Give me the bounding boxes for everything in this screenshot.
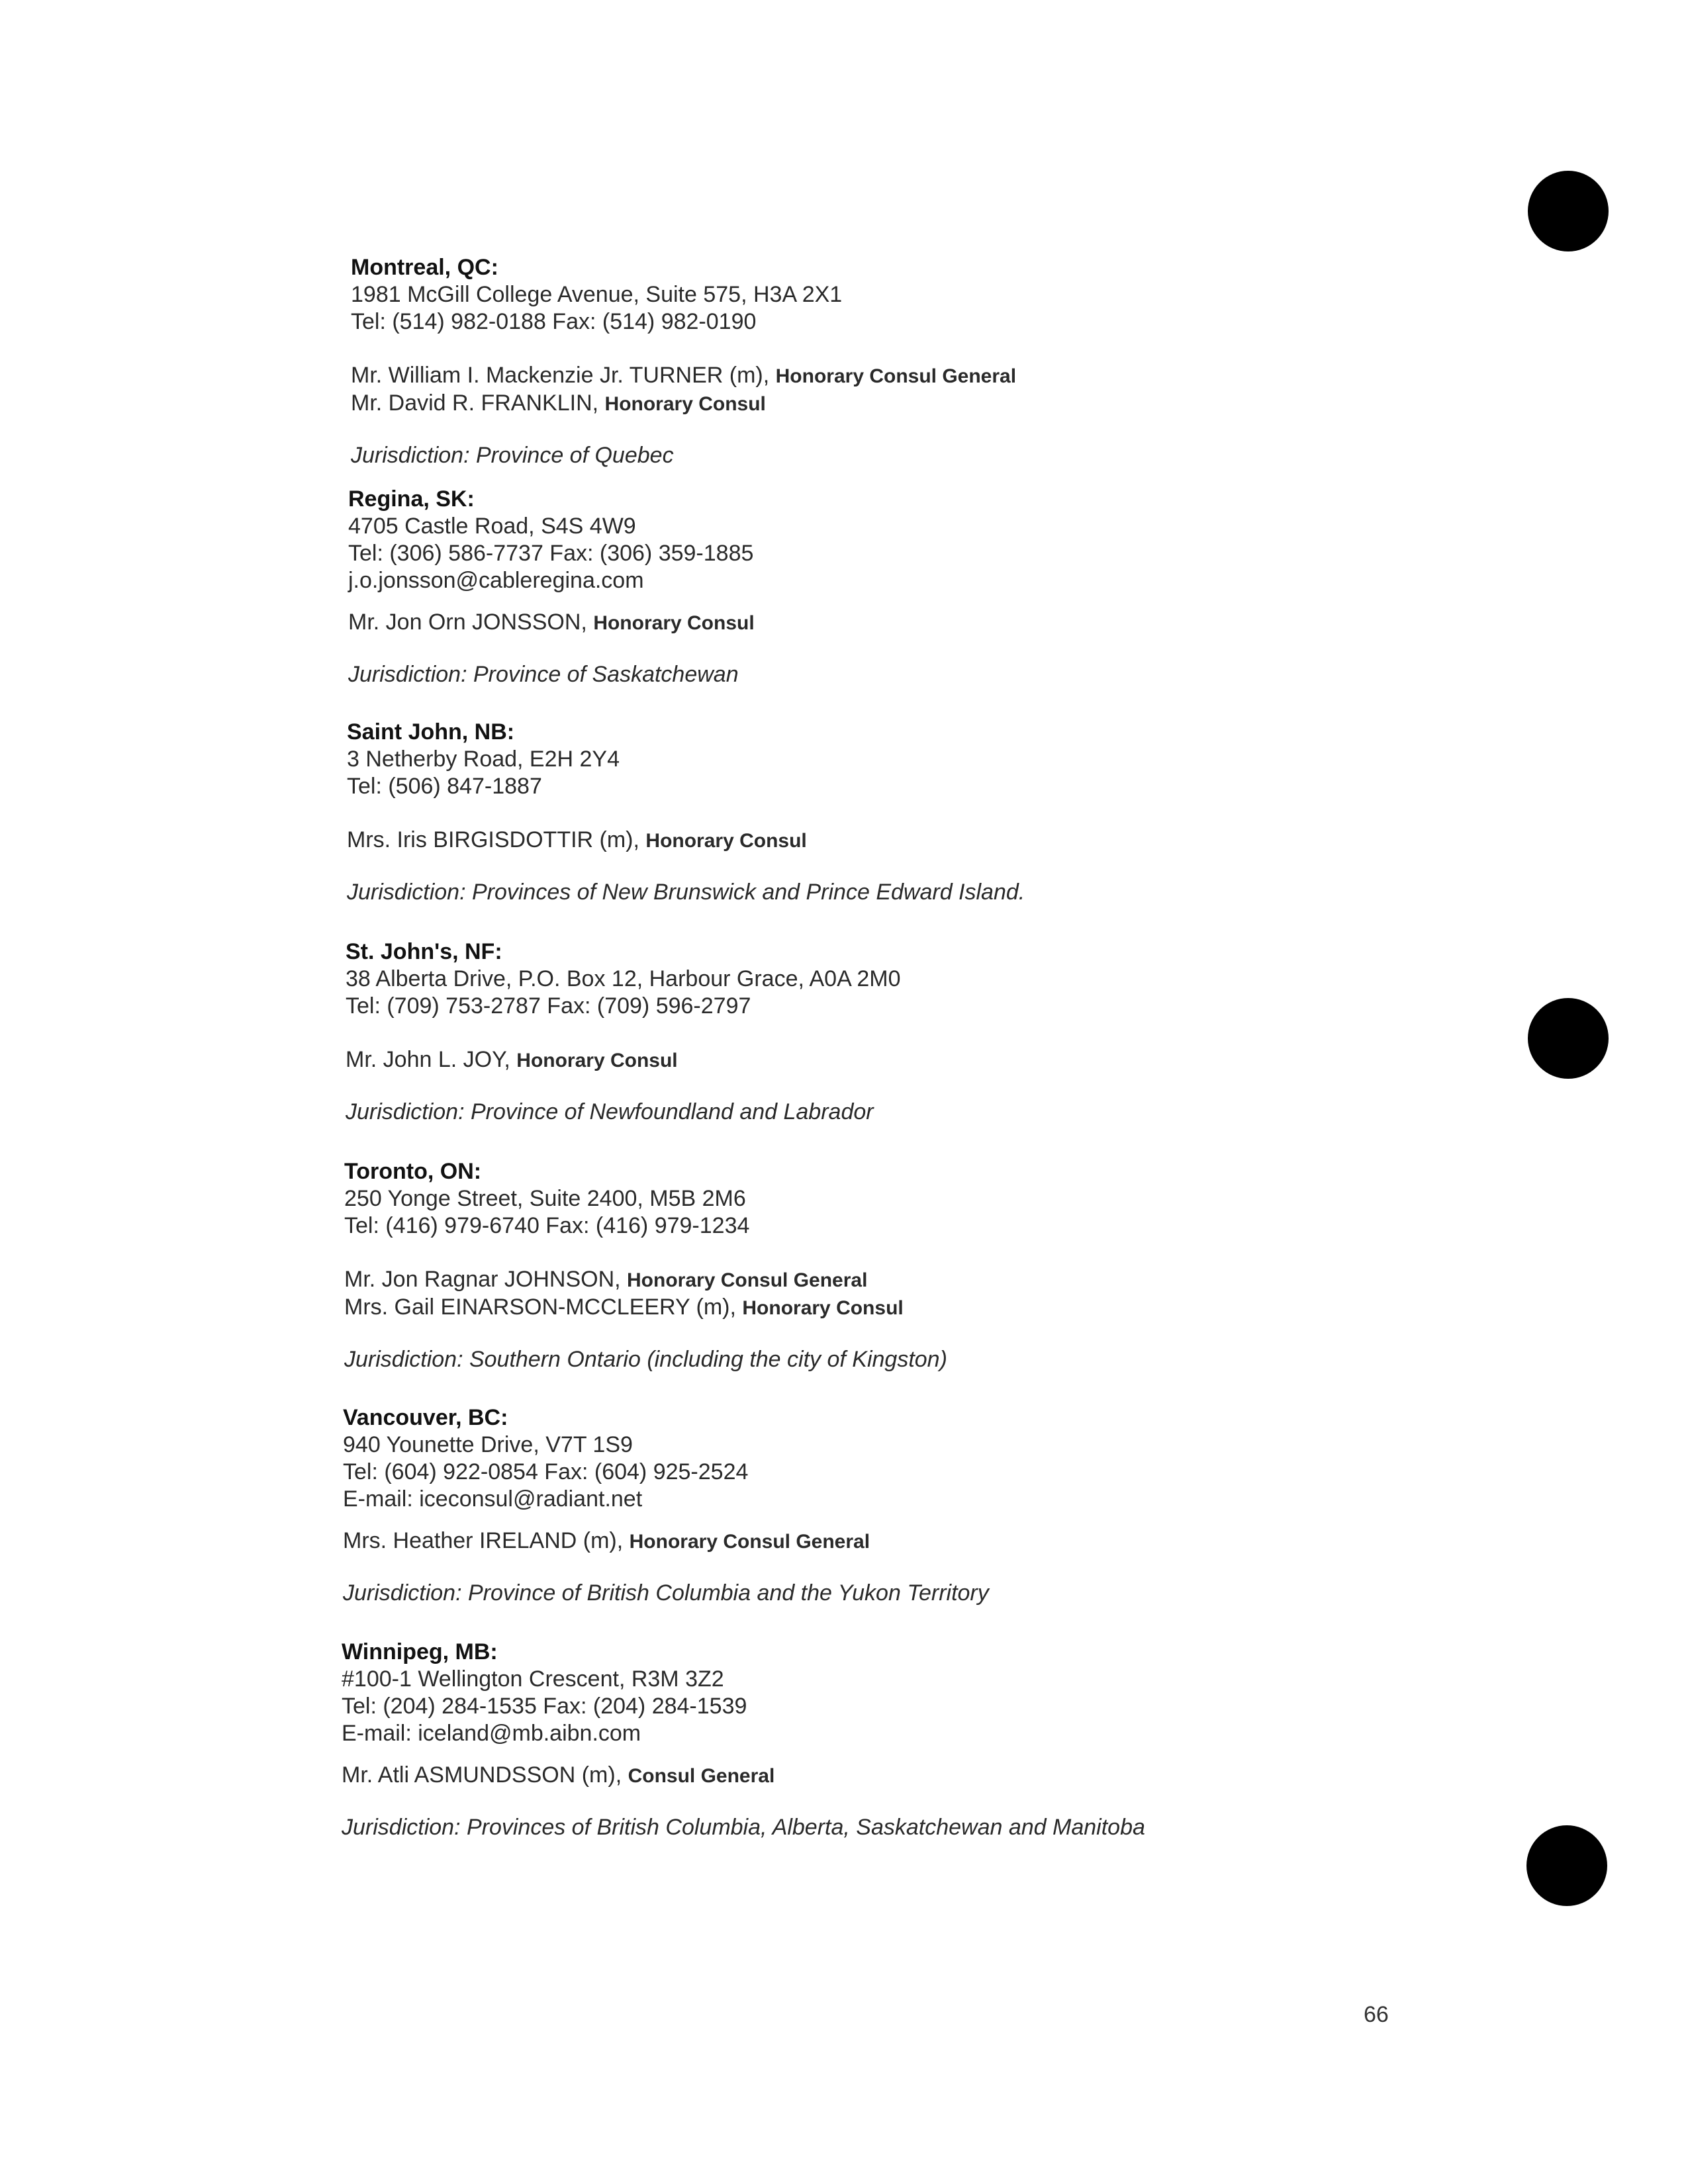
address-line: 38 Alberta Drive, P.O. Box 12, Harbour Grace, A0A 2M0 (346, 966, 901, 991)
jurisdiction-text: Jurisdiction: Southern Ontario (including the city of Kingston) (344, 1347, 947, 1372)
phone-line: Tel: (604) 922-0854 Fax: (604) 925-2524 (343, 1459, 749, 1484)
officer-name: Mr. David R. FRANKLIN, (351, 390, 599, 416)
jurisdiction-text: Jurisdiction: Province of Quebec (351, 443, 674, 468)
officer-title: Honorary Consul General (627, 1269, 868, 1291)
jurisdiction-text: Jurisdiction: Provinces of New Brunswick and Prince Edward Island. (347, 880, 1025, 905)
address-line: 1981 McGill College Avenue, Suite 575, H3A 2X1 (351, 282, 843, 307)
consulate-entry-vancouver (343, 1404, 989, 1607)
officer-name: Mr. John L. JOY, (346, 1047, 510, 1072)
city-heading: Saint John, NB: (347, 719, 515, 745)
consulate-entry-montreal (351, 254, 1016, 469)
officer-line (348, 609, 755, 637)
officer-name: Mrs. Gail EINARSON-MCCLEERY (m), (344, 1295, 736, 1320)
city-heading: Montreal, QC: (351, 255, 498, 280)
officer-name: Mr. William I. Mackenzie Jr. TURNER (m), (351, 363, 770, 388)
officer-line (344, 1294, 947, 1322)
city-heading: Toronto, ON: (344, 1159, 482, 1184)
address-line: 4705 Castle Road, S4S 4W9 (348, 514, 636, 539)
jurisdiction-text: Jurisdiction: Province of Newfoundland and Labrador (346, 1099, 874, 1124)
city-heading: Vancouver, BC: (343, 1405, 508, 1430)
address-line: #100-1 Wellington Crescent, R3M 3Z2 (342, 1666, 724, 1692)
jurisdiction-text: Jurisdiction: Provinces of British Columbia, Alberta, Saskatchewan and Manitoba (342, 1815, 1145, 1840)
officer-name: Mr. Jon Ragnar JOHNSON, (344, 1267, 621, 1292)
officer-name: Mrs. Iris BIRGISDOTTIR (m), (347, 827, 639, 852)
officer-line (351, 390, 1016, 418)
consulate-entry-regina (348, 486, 755, 688)
phone-line: Tel: (514) 982-0188 Fax: (514) 982-0190 (351, 309, 757, 334)
consulate-entry-toronto (344, 1158, 947, 1373)
consulate-entry-saint-john (347, 719, 1025, 906)
phone-line: Tel: (709) 753-2787 Fax: (709) 596-2797 (346, 993, 751, 1019)
jurisdiction-text: Jurisdiction: Province of Saskatchewan (348, 662, 739, 687)
email-line: j.o.jonsson@cableregina.com (348, 568, 644, 593)
officer-line (342, 1762, 1145, 1790)
officer-title: Honorary Consul (604, 393, 766, 415)
officer-line (351, 362, 1016, 390)
officer-name: Mr. Jon Orn JONSSON, (348, 610, 587, 635)
phone-line: Tel: (306) 586-7737 Fax: (306) 359-1885 (348, 541, 754, 566)
phone-line: Tel: (204) 284-1535 Fax: (204) 284-1539 (342, 1694, 747, 1719)
jurisdiction-text: Jurisdiction: Province of British Columbia and the Yukon Territory (343, 1580, 989, 1606)
city-heading: St. John's, NF: (346, 939, 502, 964)
address-line: 250 Yonge Street, Suite 2400, M5B 2M6 (344, 1186, 746, 1211)
officer-line (344, 1266, 947, 1294)
officer-line (343, 1527, 989, 1555)
punch-hole-bottom (1526, 1825, 1607, 1906)
phone-line: Tel: (416) 979-6740 Fax: (416) 979-1234 (344, 1213, 750, 1238)
address-line: 3 Netherby Road, E2H 2Y4 (347, 747, 620, 772)
address-line: 940 Younette Drive, V7T 1S9 (343, 1432, 633, 1457)
phone-line: Tel: (506) 847-1887 (347, 774, 542, 799)
officer-title: Consul General (628, 1765, 775, 1787)
officer-title: Honorary Consul (645, 830, 807, 852)
officer-title: Honorary Consul (742, 1297, 904, 1319)
city-heading: Winnipeg, MB: (342, 1639, 498, 1664)
consulate-entry-winnipeg (342, 1639, 1145, 1841)
punch-hole-top (1528, 171, 1609, 251)
officer-line (346, 1046, 900, 1074)
officer-title: Honorary Consul (516, 1050, 678, 1071)
consulate-entry-st-johns (346, 938, 900, 1126)
officer-title: Honorary Consul General (629, 1531, 870, 1553)
punch-hole-middle (1528, 998, 1609, 1079)
email-line: E-mail: iceconsul@radiant.net (343, 1486, 643, 1512)
officer-title: Honorary Consul General (775, 365, 1017, 387)
officer-name: Mr. Atli ASMUNDSSON (m), (342, 1762, 622, 1788)
officer-line (347, 827, 1025, 854)
city-heading: Regina, SK: (348, 486, 475, 512)
officer-name: Mrs. Heather IRELAND (m), (343, 1528, 624, 1553)
page-number: 66 (1364, 2002, 1389, 2027)
email-line: E-mail: iceland@mb.aibn.com (342, 1721, 641, 1746)
officer-title: Honorary Consul (593, 612, 755, 634)
